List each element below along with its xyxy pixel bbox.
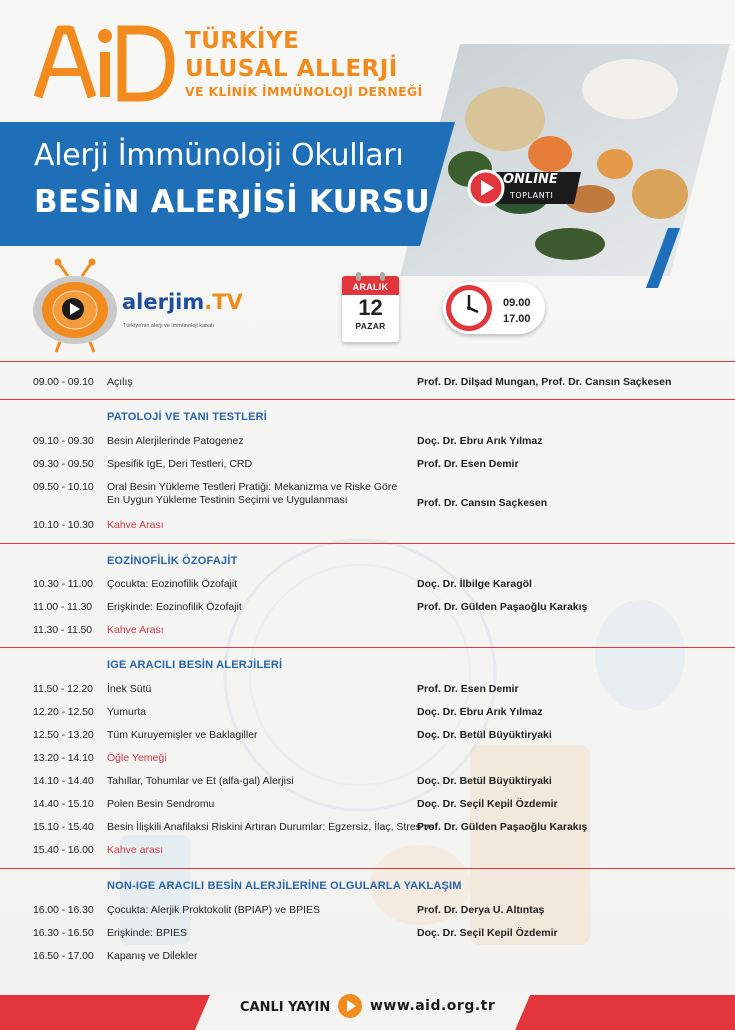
- session-topic: Besin İlişkili Anafilaksi Riskini Artıran Durumlar: Egzersiz, İlaç, Stres vs.: [107, 821, 438, 833]
- session-time: 09.10 - 09.30: [33, 435, 94, 447]
- session-time: 10.30 - 11.00: [33, 578, 93, 590]
- session-speaker: Doç. Dr. Ebru Arık Yılmaz: [417, 435, 543, 447]
- session-time: 16.50 - 17.00: [33, 950, 94, 962]
- date-calendar: [342, 276, 399, 342]
- start-time: 09.00: [503, 297, 531, 309]
- session-topic: Kahve Arası: [107, 624, 164, 636]
- session-time: 15.40 - 16.00: [33, 844, 94, 856]
- section-title: PATOLOJİ VE TANI TESTLERİ: [107, 411, 268, 423]
- alerjim-tv-name: [122, 290, 243, 314]
- tv-name-part-1: alerjim: [122, 290, 205, 314]
- session-speaker: Prof. Dr. Derya U. Altıntaş: [417, 904, 545, 916]
- org-line-3: VE KLİNİK İMMÜNOLOJİ DERNEĞİ: [185, 84, 423, 99]
- end-time: 17.00: [503, 313, 531, 325]
- session-time: 14.40 - 15.10: [33, 798, 94, 810]
- online-label: ONLINE: [503, 172, 558, 187]
- session-speaker: Prof. Dr. Esen Demir: [417, 683, 519, 695]
- session-topic: Besin Alerjilerinde Patogenez: [107, 435, 244, 447]
- section-title: IGE ARACILI BESİN ALERJİLERİ: [107, 659, 283, 671]
- session-topic: Oral Besin Yükleme Testleri Pratiği: Mekanizma ve Riske Göre En Uygun Yükleme Testinin Seçimi ve Uygulanması: [107, 481, 398, 506]
- session-topic: Kahve Arası: [107, 519, 164, 531]
- session-time: 11.30 - 11.50: [33, 624, 93, 636]
- tv-tagline: Türkiye'nin alerji ve immünoloji kanalı: [123, 323, 214, 329]
- session-speaker: Prof. Dr. Cansın Saçkesen: [417, 497, 548, 509]
- schedule-top-divider: [0, 361, 735, 362]
- organization-name: [185, 27, 422, 101]
- session-topic: Polen Besin Sendromu: [107, 798, 215, 810]
- session-speaker: Doç. Dr. Seçil Kepil Özdemir: [417, 798, 558, 810]
- session-speaker: Doç. Dr. Seçil Kepil Özdemir: [417, 927, 558, 939]
- alerjim-tv-logo: [30, 258, 120, 354]
- course-series-title: Alerji İmmünoloji Okulları: [34, 138, 404, 173]
- session-time: 16.30 - 16.50: [33, 927, 94, 939]
- section-title: EOZİNOFİLİK ÖZOFAJİT: [107, 555, 238, 567]
- session-time: 14.10 - 14.40: [33, 775, 94, 787]
- calendar-ring: [380, 272, 385, 281]
- org-line-1: TÜRKİYE: [185, 28, 300, 54]
- session-time: 13.20 - 14.10: [33, 752, 94, 764]
- session-speaker: Prof. Dr. Esen Demir: [417, 458, 519, 470]
- calendar-ring: [356, 272, 361, 281]
- session-time: 12.50 - 13.20: [33, 729, 94, 741]
- session-time: 09.30 - 09.50: [33, 458, 94, 470]
- session-topic: Erişkinde: BPIES: [107, 927, 187, 939]
- event-day: 12: [358, 295, 383, 320]
- section-divider: [0, 868, 735, 869]
- session-topic: Yumurta: [107, 706, 147, 718]
- play-icon: [337, 993, 363, 1019]
- session-topic: Tüm Kuruyemişler ve Baklagiller: [107, 729, 258, 741]
- session-time: 11.00 - 11.30: [33, 601, 93, 613]
- session-topic: Tahıllar, Tohumlar ve Et (alfa-gal) Alerjisi: [107, 775, 294, 787]
- session-speaker: Doç. Dr. İlbilge Karagöl: [417, 578, 532, 590]
- stripe-decoration: [610, 228, 690, 288]
- session-speaker: Doç. Dr. Ebru Arık Yılmaz: [417, 706, 543, 718]
- online-sub-label: TOPLANTI: [510, 191, 554, 200]
- session-topic: Kahve arası: [107, 844, 164, 856]
- session-speaker: Prof. Dr. Gülden Paşaoğlu Karakış: [417, 821, 588, 833]
- event-month: ARALIK: [342, 276, 399, 295]
- session-speaker: Prof. Dr. Dilşad Mungan, Prof. Dr. Cansın Saçkesen: [417, 376, 672, 388]
- session-topic: Açılış: [107, 376, 133, 388]
- session-topic: Erişkinde: Eozinofilik Özofajit: [107, 601, 242, 613]
- session-topic: Çocukta: Alerjik Proktokolit (BPIAP) ve BPIES: [107, 904, 320, 916]
- org-line-2: ULUSAL ALLERJİ: [185, 56, 398, 82]
- footer-band: [0, 985, 735, 1030]
- clock-icon: [444, 283, 494, 333]
- section-divider: [0, 647, 735, 648]
- session-speaker: Doç. Dr. Betül Büyüktiryaki: [417, 729, 552, 741]
- session-topic: Çocukta: Eozinofilik Özofajit: [107, 578, 238, 590]
- session-topic: İnek Sütü: [107, 683, 152, 695]
- session-topic: Spesifik IgE, Deri Testleri, CRD: [107, 458, 253, 470]
- session-time: 12.20 - 12.50: [33, 706, 94, 718]
- section-divider: [0, 399, 735, 400]
- session-speaker: Prof. Dr. Gülden Paşaoğlu Karakış: [417, 601, 588, 613]
- session-time: 16.00 - 16.30: [33, 904, 94, 916]
- session-topic: Öğle Yemeği: [107, 752, 167, 764]
- session-time: 10.10 - 10.30: [33, 519, 94, 531]
- tv-name-part-2: .TV: [204, 290, 243, 314]
- section-divider: [0, 543, 735, 544]
- session-topic: Kapanış ve Dilekler: [107, 950, 198, 962]
- live-broadcast-label: CANLI YAYIN: [240, 1000, 331, 1015]
- event-weekday: PAZAR: [355, 321, 386, 331]
- course-title: BESİN ALERJİSİ KURSU: [34, 184, 430, 220]
- section-title: NON-IGE ARACILI BESİN ALERJİLERİNE OLGULARLA YAKLAŞIM: [107, 880, 462, 892]
- website-link[interactable]: www.aid.org.tr: [370, 998, 496, 1014]
- session-speaker: Doç. Dr. Betül Büyüktiryaki: [417, 775, 552, 787]
- session-time: 09.50 - 10.10: [33, 481, 94, 493]
- aid-logo: [30, 22, 175, 102]
- session-time: 15.10 - 15.40: [33, 821, 94, 833]
- session-time: 11.50 - 12.20: [33, 683, 93, 695]
- session-time: 09.00 - 09.10: [33, 376, 94, 388]
